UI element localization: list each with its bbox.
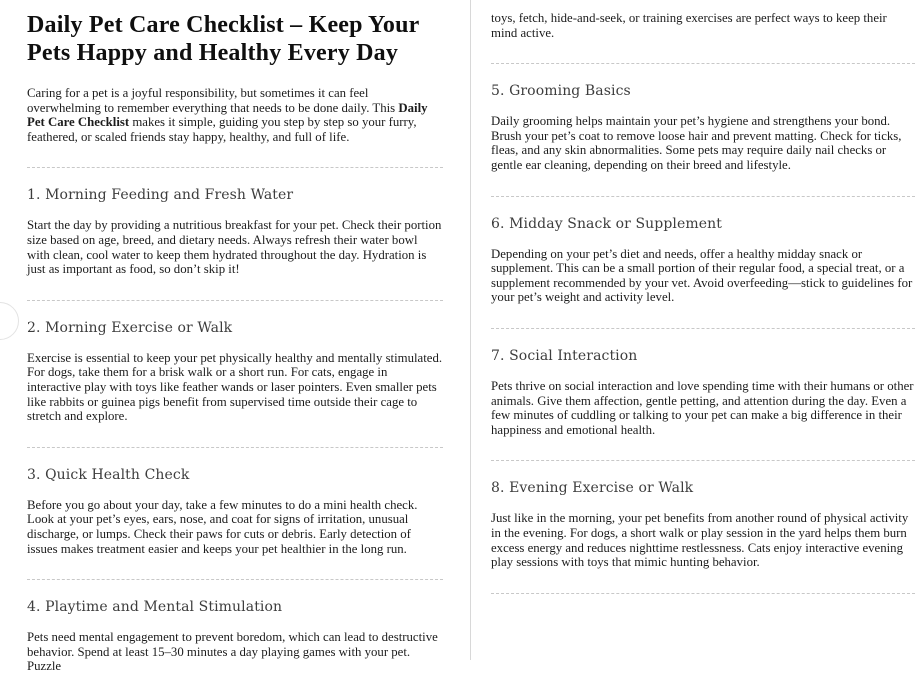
section-8-heading: 8. Evening Exercise or Walk — [491, 480, 694, 497]
intro-bold-phrase: Daily Pet Care Checklist — [27, 100, 428, 130]
section-3-heading: 3. Quick Health Check — [27, 466, 190, 483]
section-8-paragraph: Just like in the morning, your pet benefits from another round of physical activity in the evening. For dogs, a short walk or play session in the yard helps them burn excess energy and reduces nighttime restlessness. Cats enjoy interactive evening play sessions with toys that mimic hunting behavior. — [491, 511, 909, 570]
section-6-heading: 6. Midday Snack or Supplement — [491, 215, 722, 232]
section-6-paragraph: Depending on your pet’s diet and needs, offer a healthy midday snack or supplement. This can be a small portion of their regular food, a special treat, or a supplement recommended by your vet. Avoid overfeeding—stick to guidelines for your pet’s weight and activity level. — [491, 246, 913, 305]
section-divider — [491, 63, 915, 64]
section-divider — [27, 300, 443, 301]
section-4-heading: 4. Playtime and Mental Stimulation — [27, 599, 283, 616]
intro-paragraph — [27, 86, 443, 144]
section-7-heading: 7. Social Interaction — [491, 347, 638, 364]
section-1-heading: 1. Morning Feeding and Fresh Water — [27, 187, 294, 204]
intro-text-before: Caring for a pet is a joyful responsibility, but sometimes it can feel overwhelming to remember everything that needs to be done daily. This — [27, 86, 399, 115]
section-divider — [27, 579, 443, 580]
section-divider — [491, 460, 915, 461]
page-title: Daily Pet Care Checklist – Keep Your Pets Happy and Healthy Every Day — [27, 12, 420, 66]
intro-text-after: makes it simple, guiding you step by step so your furry, feathered, or scaled friends stay happy, healthy, and full of life. — [27, 115, 417, 144]
section-divider — [27, 447, 443, 448]
section-4-paragraph-part2: toys, fetch, hide-and-seek, or training exercises are perfect ways to keep their mind active. — [491, 11, 887, 40]
column-divider-line — [470, 0, 471, 660]
section-2-paragraph: Exercise is essential to keep your pet physically healthy and mentally stimulated. For dogs, take them for a brisk walk or a short run. For cats, engage in interactive play with toys like feather wands or laser pointers. Even smaller pets like rabbits or guinea pigs benefit from supervised time outside their cage to stretch and explore. — [27, 350, 443, 424]
left-column — [27, 0, 443, 674]
section-divider — [491, 328, 915, 329]
section-1-paragraph: Start the day by providing a nutritious breakfast for your pet. Check their portion size based on age, breed, and dietary needs. Always refresh their water bowl with clean, cool water to keep them hydrated throughout the day. Hydration is just as important as food, so don’t skip it! — [27, 218, 442, 277]
section-2-heading: 2. Morning Exercise or Walk — [27, 319, 233, 336]
section-4-paragraph-part1: Pets need mental engagement to prevent boredom, which can lead to destructive behavior. Spend at least 15–30 minutes a day playing games with your pet. Puzzle — [27, 630, 438, 674]
section-5-heading: 5. Grooming Basics — [491, 83, 631, 100]
cursor-highlight-circle — [0, 302, 19, 340]
section-7-paragraph: Pets thrive on social interaction and love spending time with their humans or other animals. Give them affection, gentle petting, and attention during the day. Even a few minutes of cuddling or talking to your pet can make a big difference in their happiness and emotional health. — [491, 378, 914, 437]
section-3-paragraph: Before you go about your day, take a few minutes to do a mini health check. Look at your pet’s eyes, ears, nose, and coat for signs of irritation, unusual discharge, or lumps. Check their paws for cuts or debris. Early detection of issues makes treatment easier and keeps your pet healthier in the long run. — [27, 497, 418, 556]
section-5-paragraph: Daily grooming helps maintain your pet’s hygiene and strengthens your bond. Brush your pet’s coat to remove loose hair and prevent matting. Check for ticks, fleas, and any skin abnormalities. Some pets may require daily nail checks or gentle ear cleaning, depending on their breed and lifestyle. — [491, 114, 902, 172]
right-column — [491, 0, 915, 594]
section-divider — [491, 196, 915, 197]
section-divider — [27, 167, 443, 168]
section-divider — [491, 593, 915, 594]
